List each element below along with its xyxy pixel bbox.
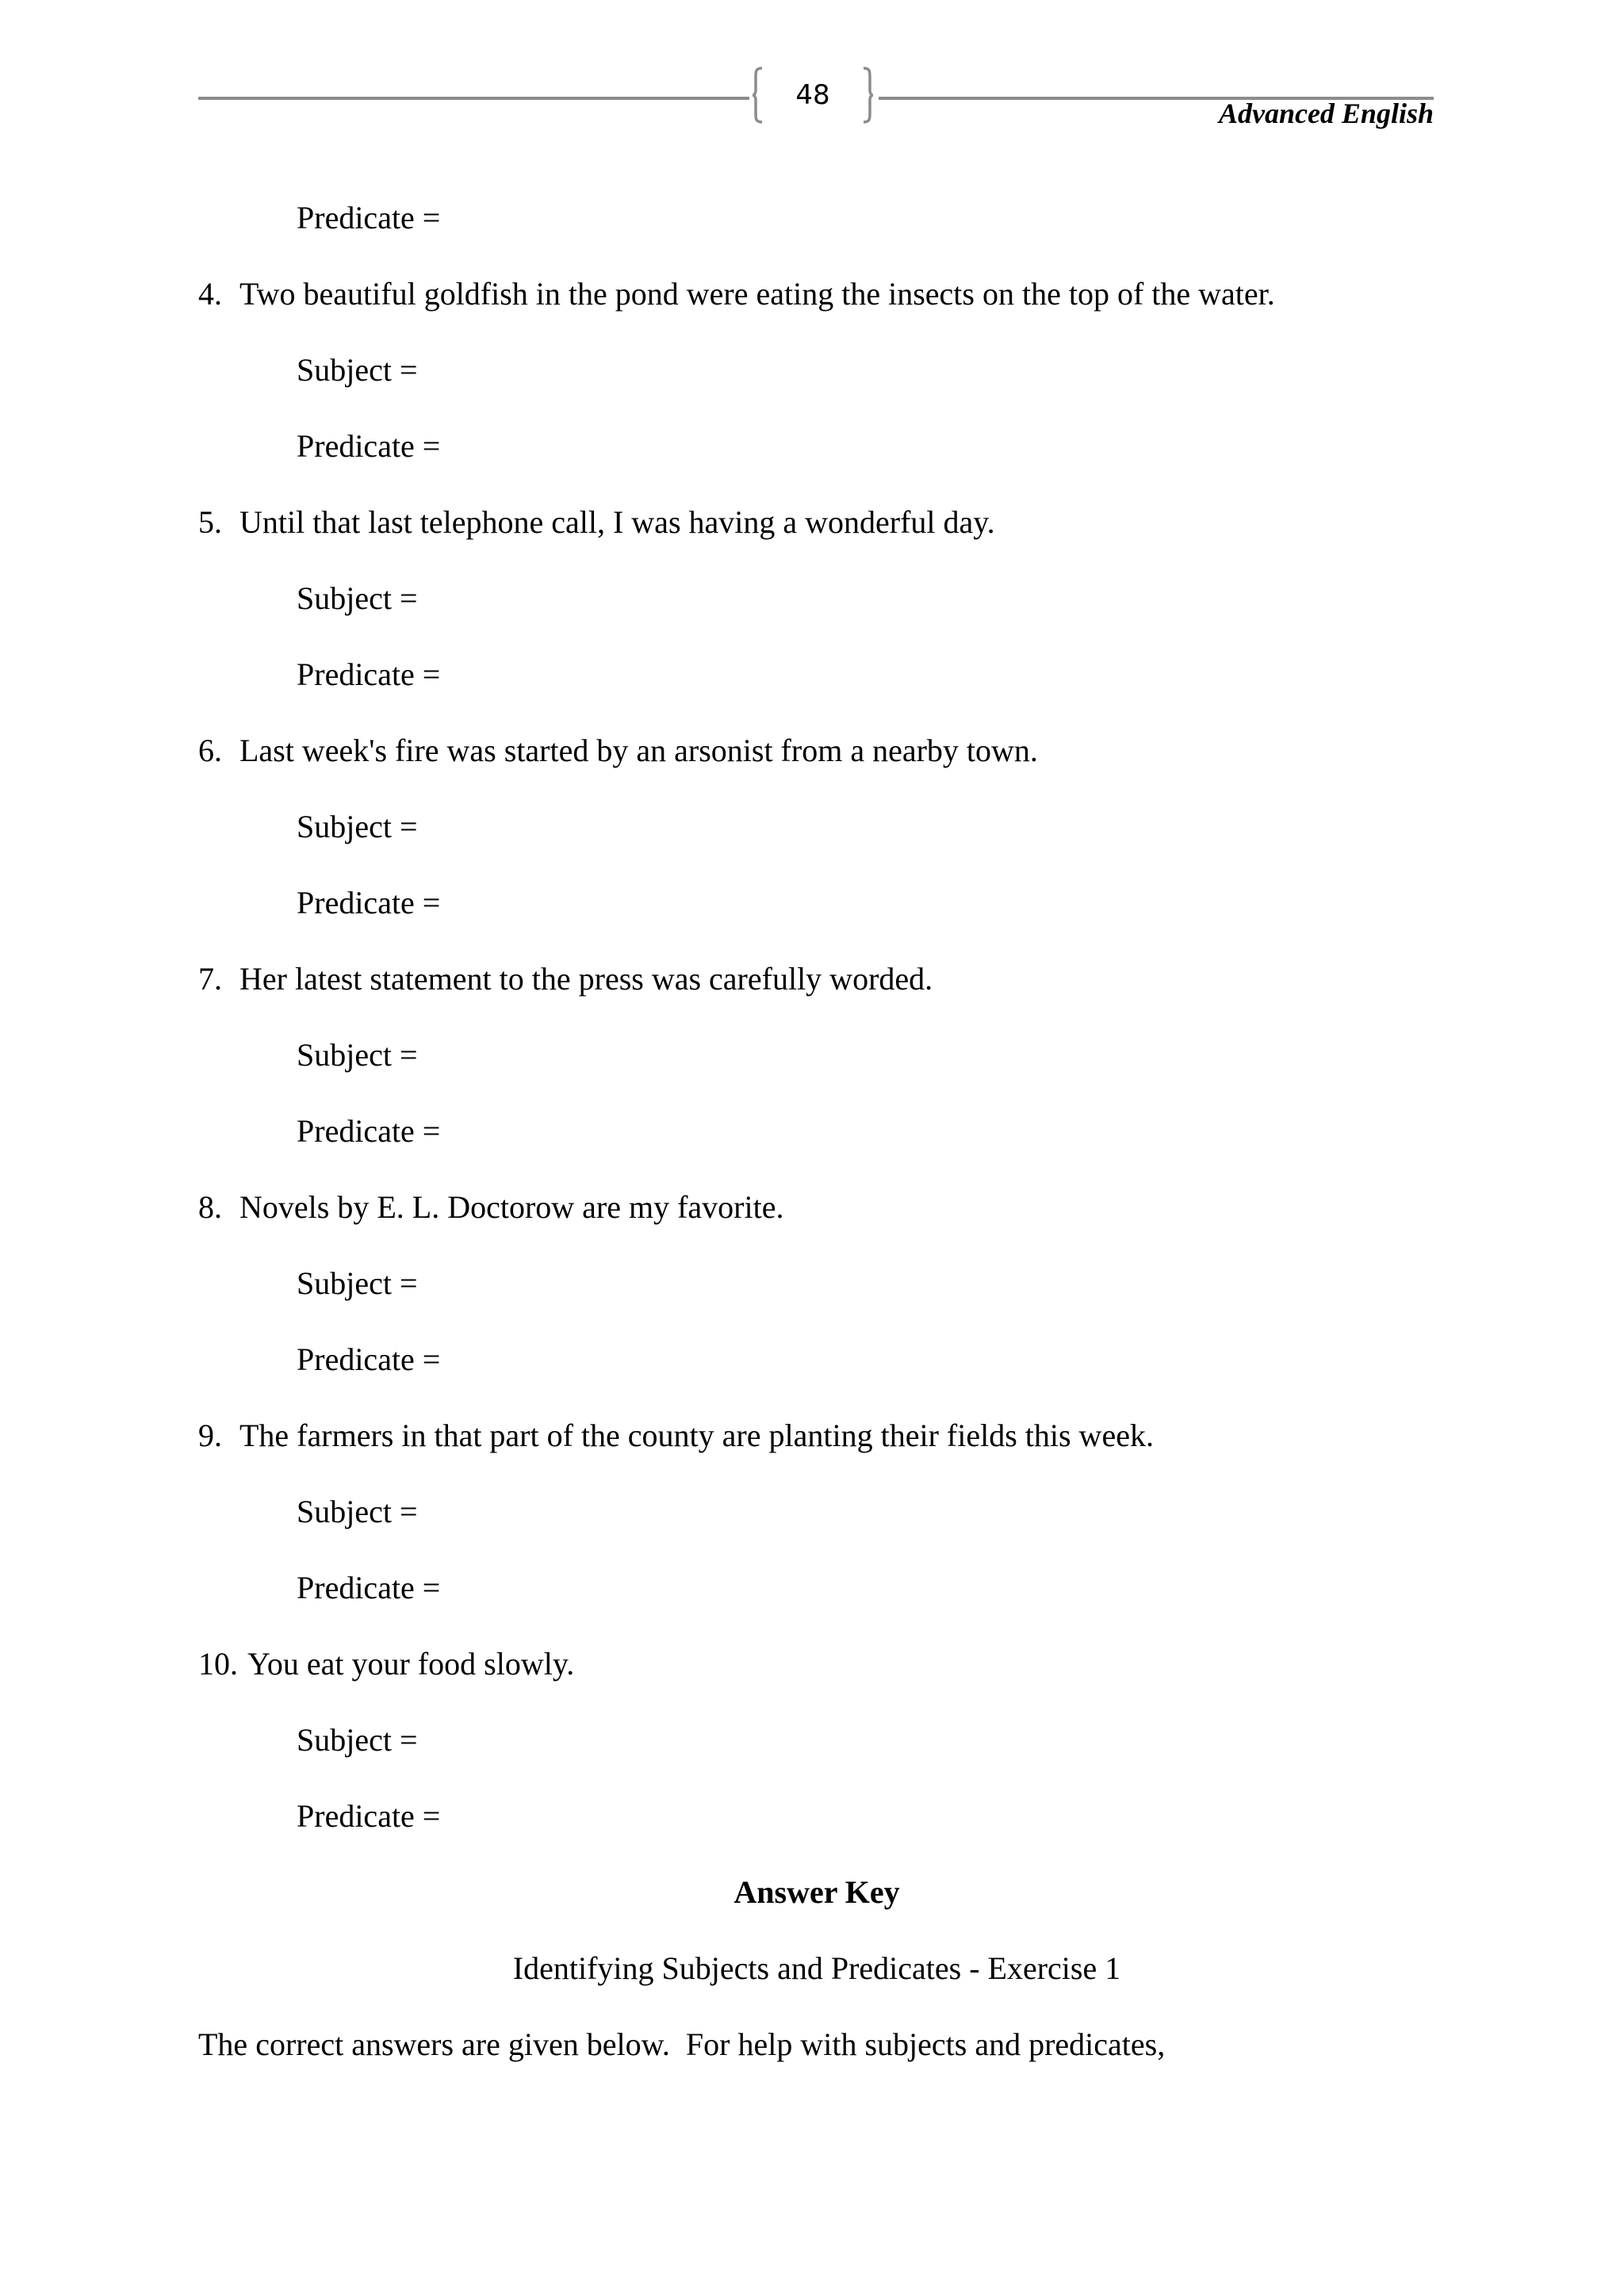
subject-label: Subject = [297, 1037, 418, 1073]
question-number: 10. [198, 1646, 238, 1682]
question-item [198, 1644, 1435, 1684]
predicate-label: Predicate = [297, 885, 441, 920]
running-head: Advanced English [1218, 98, 1434, 129]
answer-key-intro: The correct answers are given below. For help with subjects and predicates, [198, 2026, 1166, 2062]
question-item [198, 1188, 1435, 1227]
predicate-label: Predicate = [297, 1113, 441, 1149]
subject-label: Subject = [297, 1265, 418, 1301]
subject-label: Subject = [297, 352, 418, 388]
question-text: Two beautiful goldfish in the pond were eating the insects on the top of the water. [239, 276, 1275, 312]
subject-label: Subject = [297, 809, 418, 844]
question-number: 9. [198, 1418, 222, 1453]
answer-key-heading: Answer Key [733, 1874, 900, 1910]
question-number: 4. [198, 276, 222, 312]
predicate-label: Predicate = [297, 1798, 441, 1834]
subject-label: Subject = [297, 1722, 418, 1758]
predicate-label: Predicate = [297, 1341, 441, 1377]
predicate-label: Predicate = [297, 1570, 441, 1605]
question-text: You eat your food slowly. [247, 1646, 575, 1682]
answer-key-subtitle: Identifying Subjects and Predicates - Exercise 1 [512, 1950, 1121, 1986]
predicate-label: Predicate = [297, 428, 441, 464]
question-item [198, 274, 1435, 314]
question-number: 8. [198, 1189, 222, 1225]
subject-label: Subject = [297, 580, 418, 616]
question-item [198, 959, 1435, 999]
question-text: Until that last telephone call, I was having a wonderful day. [239, 504, 995, 540]
predicate-label: Predicate = [297, 200, 441, 235]
question-item [198, 1416, 1435, 1456]
page-number: 48 [795, 79, 830, 111]
subject-label: Subject = [297, 1494, 418, 1529]
question-text: Last week's fire was started by an arsonist from a nearby town. [239, 733, 1038, 768]
question-text: Novels by E. L. Doctorow are my favorite. [239, 1189, 784, 1225]
predicate-label: Predicate = [297, 656, 441, 692]
question-text: The farmers in that part of the county are planting their fields this week. [239, 1418, 1154, 1453]
right-brace-ornament [863, 67, 874, 124]
question-number: 6. [198, 733, 222, 768]
header-rule-left [198, 97, 749, 100]
question-text: Her latest statement to the press was carefully worded. [239, 961, 933, 997]
question-number: 5. [198, 504, 222, 540]
question-item [198, 731, 1435, 771]
question-item [198, 503, 1435, 542]
left-brace-ornament [752, 67, 763, 124]
question-number: 7. [198, 961, 222, 997]
